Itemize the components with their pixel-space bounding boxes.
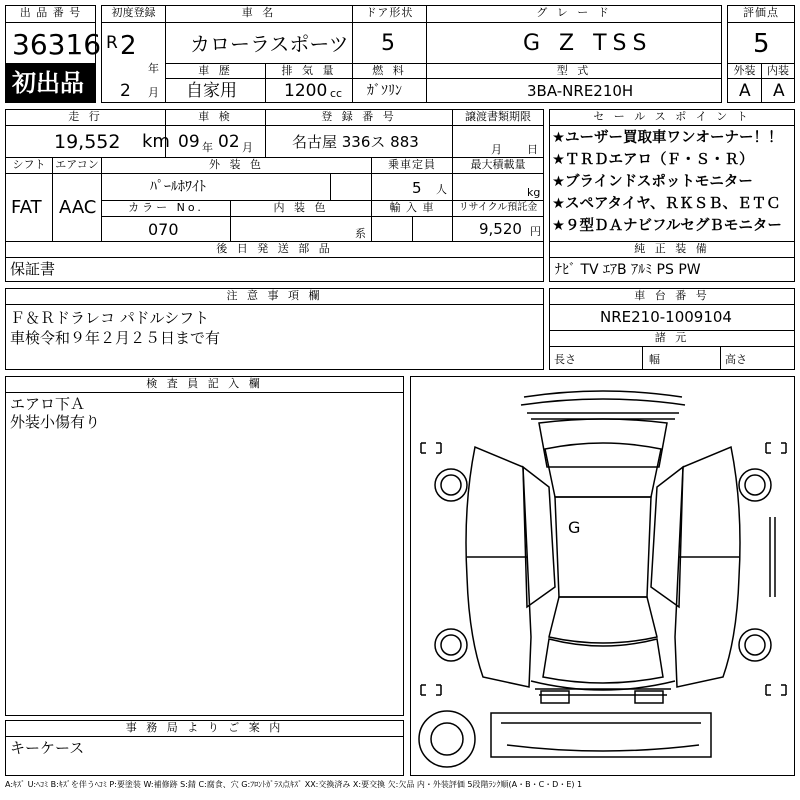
- mileage-value: 19,552: [54, 131, 121, 153]
- later-parts-value: 保証書: [10, 260, 56, 278]
- mileage-unit: km: [142, 131, 170, 152]
- capacity-value: 5: [412, 179, 422, 197]
- spec-width-label: 幅: [649, 353, 660, 366]
- capacity-cell: [371, 173, 453, 201]
- chassis-cell: [549, 304, 795, 331]
- exterior-grade-label: 外装: [727, 63, 762, 79]
- office-value: キーケース: [10, 739, 85, 757]
- chassis-value: NRE210-1009104: [600, 308, 732, 326]
- inspector-cell: [5, 392, 404, 716]
- displacement-label: 排 気 量: [265, 63, 353, 79]
- inspector-label: 検 査 員 記 入 欄: [5, 376, 404, 393]
- first-reg-month-unit: 月: [148, 86, 159, 99]
- color-no-value: 070: [148, 220, 179, 239]
- exterior-color-label: 外 装 色: [101, 157, 372, 174]
- first-listing-badge: [5, 63, 96, 103]
- car-name-value: カローラスポーツ: [190, 32, 349, 56]
- recycle-label: リサイクル預託金: [452, 200, 544, 217]
- aircon-label: エアコン: [52, 157, 102, 174]
- max-load-unit: kg: [527, 186, 541, 199]
- registration-label: 登 録 番 号: [265, 109, 453, 126]
- sales-point-5: ★９型ＤＡナビフルセグＢモニター: [552, 218, 782, 234]
- transfer-cell: [452, 125, 544, 158]
- interior-grade-label: 内装: [761, 63, 795, 79]
- color-no-label: カラー No.: [101, 200, 231, 217]
- fuel-label: 燃 料: [352, 63, 427, 79]
- aircon-cell: [52, 173, 102, 242]
- sales-points-label: セ ー ル ス ポ イ ン ト: [549, 109, 795, 126]
- notes-cell: [5, 304, 544, 370]
- first-reg-label: 初度登録: [101, 5, 166, 23]
- recycle-cell: [452, 216, 544, 242]
- transfer-day-unit: 日: [527, 143, 538, 156]
- door-cell: [352, 22, 427, 64]
- later-parts-cell: [5, 257, 544, 282]
- spec-length-label: 長さ: [554, 353, 576, 366]
- registration-cell: [265, 125, 453, 158]
- grade-label: グ レ ー ド: [426, 5, 722, 23]
- displacement-unit: cc: [330, 87, 343, 100]
- exterior-color-extra-cell: [330, 173, 372, 201]
- inspection-label: 車 検: [165, 109, 266, 126]
- history-cell: [165, 78, 266, 103]
- registration-value: 名古屋 336ス 883: [292, 133, 419, 151]
- fuel-value: ｶﾞｿﾘﾝ: [367, 83, 402, 99]
- equipment-label: 純 正 装 備: [549, 241, 795, 258]
- sales-point-1: ★ユーザー買取車ワンオーナー！！: [552, 130, 783, 146]
- model-label: 型 式: [426, 63, 722, 79]
- sales-point-2: ★ＴＲＤエアロ（Ｆ・Ｓ・Ｒ）: [552, 152, 754, 168]
- door-value: 5: [381, 31, 395, 56]
- color-no-cell: [101, 216, 231, 242]
- recycle-unit: 円: [530, 225, 541, 238]
- office-label: 事 務 局 よ り ご 案 内: [5, 720, 404, 737]
- score-label: 評価点: [727, 5, 795, 23]
- shift-cell: [5, 173, 53, 242]
- inspection-year-unit: 年: [202, 141, 213, 154]
- exterior-color-value: ﾊﾟｰﾙﾎﾜｲﾄ: [150, 179, 206, 195]
- inspector-line-1: エアロ下Ａ: [10, 395, 86, 413]
- first-reg-year-unit: 年: [148, 62, 159, 75]
- inspection-year: 09: [178, 132, 200, 152]
- import-label: 輸 入 車: [371, 200, 453, 217]
- inspection-cell: [165, 125, 266, 158]
- first-listing-text: 初出品: [12, 69, 84, 97]
- sales-point-3: ★ブラインドスポットモニター: [552, 174, 753, 190]
- displacement-cell: [265, 78, 353, 103]
- exterior-color-cell: [101, 173, 331, 201]
- lot-label: 出 品 番 号: [5, 5, 96, 23]
- score-cell: [727, 22, 795, 64]
- sales-points-cell: [549, 125, 795, 242]
- lot-number: 36316: [12, 28, 102, 61]
- car-name-label: 車 名: [165, 5, 353, 23]
- equipment-cell: [549, 257, 795, 282]
- door-label: ドア形状: [352, 5, 427, 23]
- interior-color-unit: 系: [355, 227, 366, 240]
- transfer-month-unit: 月: [491, 143, 502, 156]
- notes-line-2: 車検令和９年２月２５日まで有: [10, 329, 221, 347]
- chassis-label: 車 台 番 号: [549, 288, 795, 305]
- history-value: 自家用: [186, 81, 237, 101]
- exterior-grade-cell: [727, 78, 762, 103]
- first-reg-era: R: [106, 33, 118, 53]
- interior-color-label: 内 装 色: [230, 200, 372, 217]
- specs-label: 諸 元: [549, 330, 795, 347]
- shift-value: FAT: [11, 197, 42, 218]
- later-parts-label: 後 日 発 送 部 品: [5, 241, 544, 258]
- interior-grade-value: A: [773, 81, 785, 101]
- office-cell: [5, 736, 404, 776]
- car-name-cell: [165, 22, 353, 64]
- transfer-label: 譲渡書類期限: [452, 109, 544, 126]
- equipment-value: ﾅﾋﾞ TV ｴｱB ｱﾙﾐ PS PW: [555, 262, 701, 278]
- grade-cell: [426, 22, 722, 64]
- import-cell-left: [371, 216, 413, 242]
- displacement-value: 1200: [284, 81, 328, 101]
- mileage-label: 走 行: [5, 109, 166, 126]
- first-reg-year: 2: [120, 31, 137, 61]
- spec-width-cell: [642, 346, 721, 370]
- car-diagram: [411, 377, 796, 777]
- spec-length-cell: [549, 346, 643, 370]
- model-value: 3BA-NRE210H: [527, 82, 634, 100]
- recycle-value: 9,520: [479, 220, 522, 238]
- first-reg-month: 2: [120, 81, 131, 101]
- car-diagram-frame: [410, 376, 795, 776]
- fuel-cell: [352, 78, 427, 103]
- spec-height-label: 高さ: [725, 353, 747, 366]
- history-label: 車 歴: [165, 63, 266, 79]
- interior-color-cell: [230, 216, 372, 242]
- interior-grade-cell: [761, 78, 795, 103]
- inspector-line-2: 外装小傷有り: [10, 413, 101, 431]
- aircon-value: AAC: [59, 197, 97, 218]
- notes-label: 注 意 事 項 欄: [5, 288, 544, 305]
- capacity-unit: 人: [436, 183, 447, 196]
- max-load-cell: [452, 173, 544, 201]
- diagram-mark-g: G: [568, 518, 581, 537]
- exterior-grade-value: A: [739, 81, 751, 101]
- mileage-cell: [5, 125, 170, 158]
- lot-number-cell: [5, 22, 102, 64]
- import-cell-right: [412, 216, 453, 242]
- sales-point-4: ★スペアタイヤ、ＲＫＳＢ、ＥＴＣ: [552, 196, 781, 212]
- max-load-label: 最大積載量: [452, 157, 544, 174]
- spec-height-cell: [720, 346, 795, 370]
- notes-line-1: Ｆ＆Ｒドラレコ パドルシフト: [10, 309, 210, 327]
- capacity-label: 乗車定員: [371, 157, 453, 174]
- first-reg-cell: [101, 22, 166, 103]
- inspection-month-unit: 月: [242, 141, 253, 154]
- shift-label: シフト: [5, 157, 53, 174]
- model-cell: [426, 78, 722, 103]
- inspection-month: 02: [218, 132, 240, 152]
- grade-value: G Z TSS: [523, 31, 653, 56]
- legend-text: A:ｷｽﾞ U:ﾍｺﾐ B:ｷｽﾞを伴うﾍｺﾐ P:要塗装 W:補修跡 S:錆 C:腐食、穴 G:ﾌﾛﾝﾄｶﾞﾗｽ点ｷｽﾞ XX:交換済み X:要交換 欠:欠品 内・外装評価 5段階ﾗﾝｸ順(A・B・C・D・E) 1: [5, 780, 583, 789]
- score-value: 5: [753, 29, 770, 59]
